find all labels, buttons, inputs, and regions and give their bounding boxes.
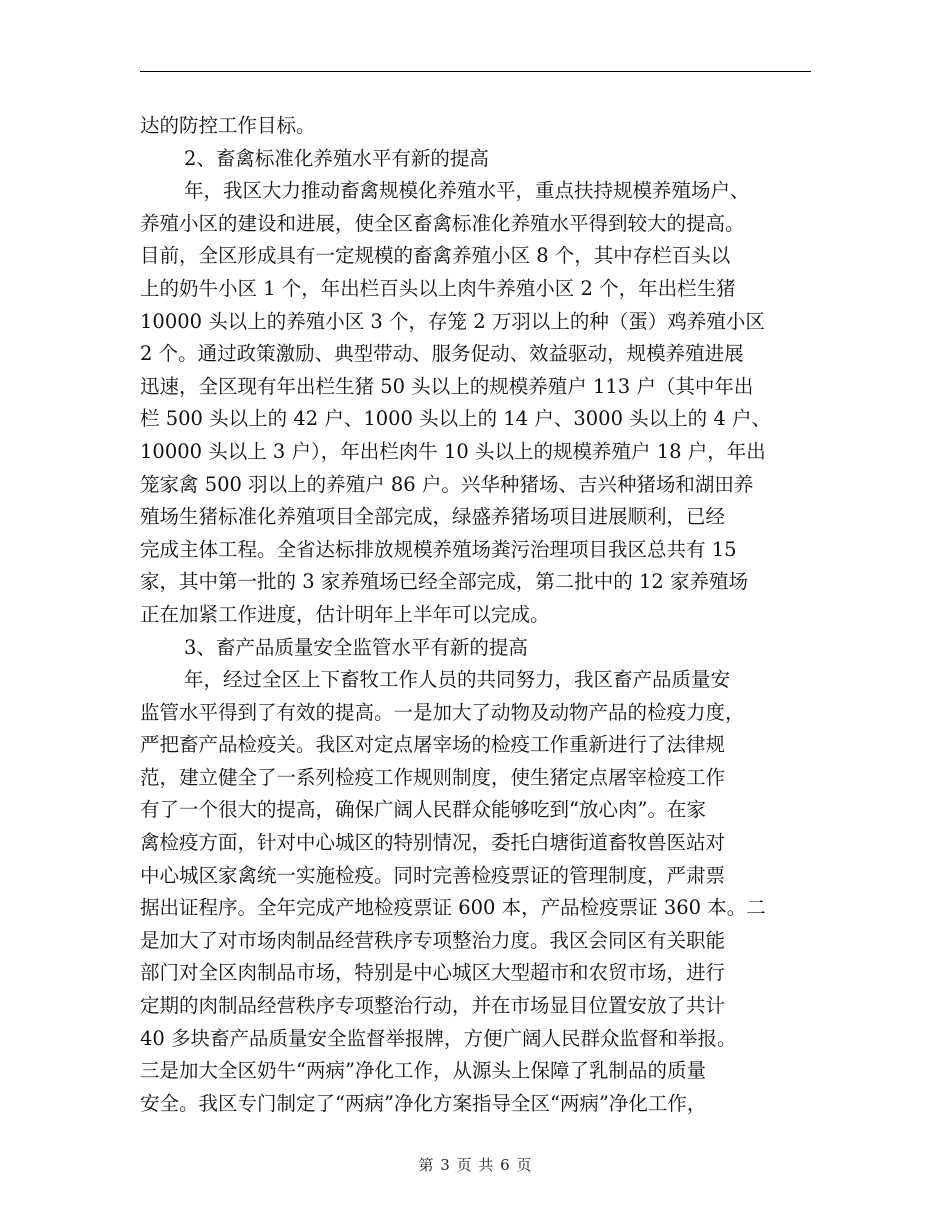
text-line: 上的奶牛小区 1 个，年出栏百头以上肉牛养殖小区 2 个，年出栏生猪 bbox=[140, 276, 736, 300]
text-line: 禽检疫方面，针对中心城区的特别情况，委托白塘街道畜牧兽医站对 bbox=[140, 831, 726, 855]
text-line: 年，经过全区上下畜牧工作人员的共同努力，我区畜产品质量安 bbox=[184, 668, 731, 692]
text-line: 安全。我区专门制定了“两病”净化方案指导全区“两病”净化工作， bbox=[140, 1091, 707, 1115]
text-line: 年，我区大力推动畜禽规模化养殖水平，重点扶持规模养殖场户、 bbox=[184, 179, 750, 203]
text-line: 监管水平得到了有效的提高。一是加大了动物及动物产品的检疫力度， bbox=[140, 700, 745, 724]
page-footer: 第 3 页 共 6 页 bbox=[418, 1156, 532, 1174]
text-line: 10000 头以上 3 户），年出栏肉牛 10 头以上的规模养殖户 18 户，年出 bbox=[140, 439, 766, 463]
text-line: 笼家禽 500 羽以上的养殖户 86 户。兴华种猪场、吉兴种猪场和湖田养 bbox=[140, 472, 754, 496]
text-line: 迅速，全区现有年出栏生猪 50 头以上的规模养殖户 113 户（其中年出 bbox=[140, 374, 754, 398]
header-rule bbox=[140, 71, 811, 72]
text-line: 中心城区家禽统一实施检疫。同时完善检疫票证的管理制度，严肃票 bbox=[140, 863, 726, 887]
text-line: 10000 头以上的养殖小区 3 个，存笼 2 万羽以上的种（蛋）鸡养殖小区 bbox=[140, 309, 765, 333]
text-line: 2、畜禽标准化养殖水平有新的提高 bbox=[184, 146, 489, 170]
text-line: 是加大了对市场肉制品经营秩序专项整治力度。我区会同区有关职能 bbox=[140, 928, 726, 952]
text-line: 养殖小区的建设和进展，使全区畜禽标准化养殖水平得到较大的提高。 bbox=[140, 211, 745, 235]
text-line: 栏 500 头以上的 42 户、1000 头以上的 14 户、3000 头以上的 4 户、 bbox=[140, 407, 771, 431]
document-body bbox=[140, 110, 811, 1120]
text-line: 3、畜产品质量安全监管水平有新的提高 bbox=[184, 635, 528, 659]
text-line: 完成主体工程。全省达标排放规模养殖场粪污治理项目我区总共有 15 bbox=[140, 537, 737, 561]
text-line: 有了一个很大的提高，确保广阔人民群众能够吃到“放心肉”。在家 bbox=[140, 798, 706, 822]
text-line: 定期的肉制品经营秩序专项整治行动，并在市场显目位置安放了共计 bbox=[140, 994, 726, 1018]
text-line: 2 个。通过政策激励、典型带动、服务促动、效益驱动，规模养殖进展 bbox=[140, 342, 744, 366]
text-line: 严把畜产品检疫关。我区对定点屠宰场的检疫工作重新进行了法律规 bbox=[140, 733, 726, 757]
text-line: 40 多块畜产品质量安全监督举报牌，方便广阔人民群众监督和举报。 bbox=[140, 1026, 737, 1050]
text-line: 目前，全区形成具有一定规模的畜禽养殖小区 8 个，其中存栏百头以 bbox=[140, 244, 731, 268]
text-line: 范，建立健全了一系列检疫工作规则制度，使生猪定点屠宰检疫工作 bbox=[140, 765, 726, 789]
text-line: 殖场生猪标准化养殖项目全部完成，绿盛养猪场项目进展顺利，已经 bbox=[140, 505, 726, 529]
text-line: 据出证程序。全年完成产地检疫票证 600 本，产品检疫票证 360 本。二 bbox=[140, 896, 766, 920]
text-line: 正在加紧工作进度，估计明年上半年可以完成。 bbox=[140, 602, 550, 626]
text-line: 三是加大全区奶牛“两病”净化工作，从源头上保障了乳制品的质量 bbox=[140, 1059, 706, 1083]
text-line: 家，其中第一批的 3 家养殖场已经全部完成，第二批中的 12 家养殖场 bbox=[140, 570, 749, 594]
text-line: 部门对全区肉制品市场，特别是中心城区大型超市和农贸市场，进行 bbox=[140, 961, 726, 985]
text-line: 达的防控工作目标。 bbox=[140, 114, 316, 137]
